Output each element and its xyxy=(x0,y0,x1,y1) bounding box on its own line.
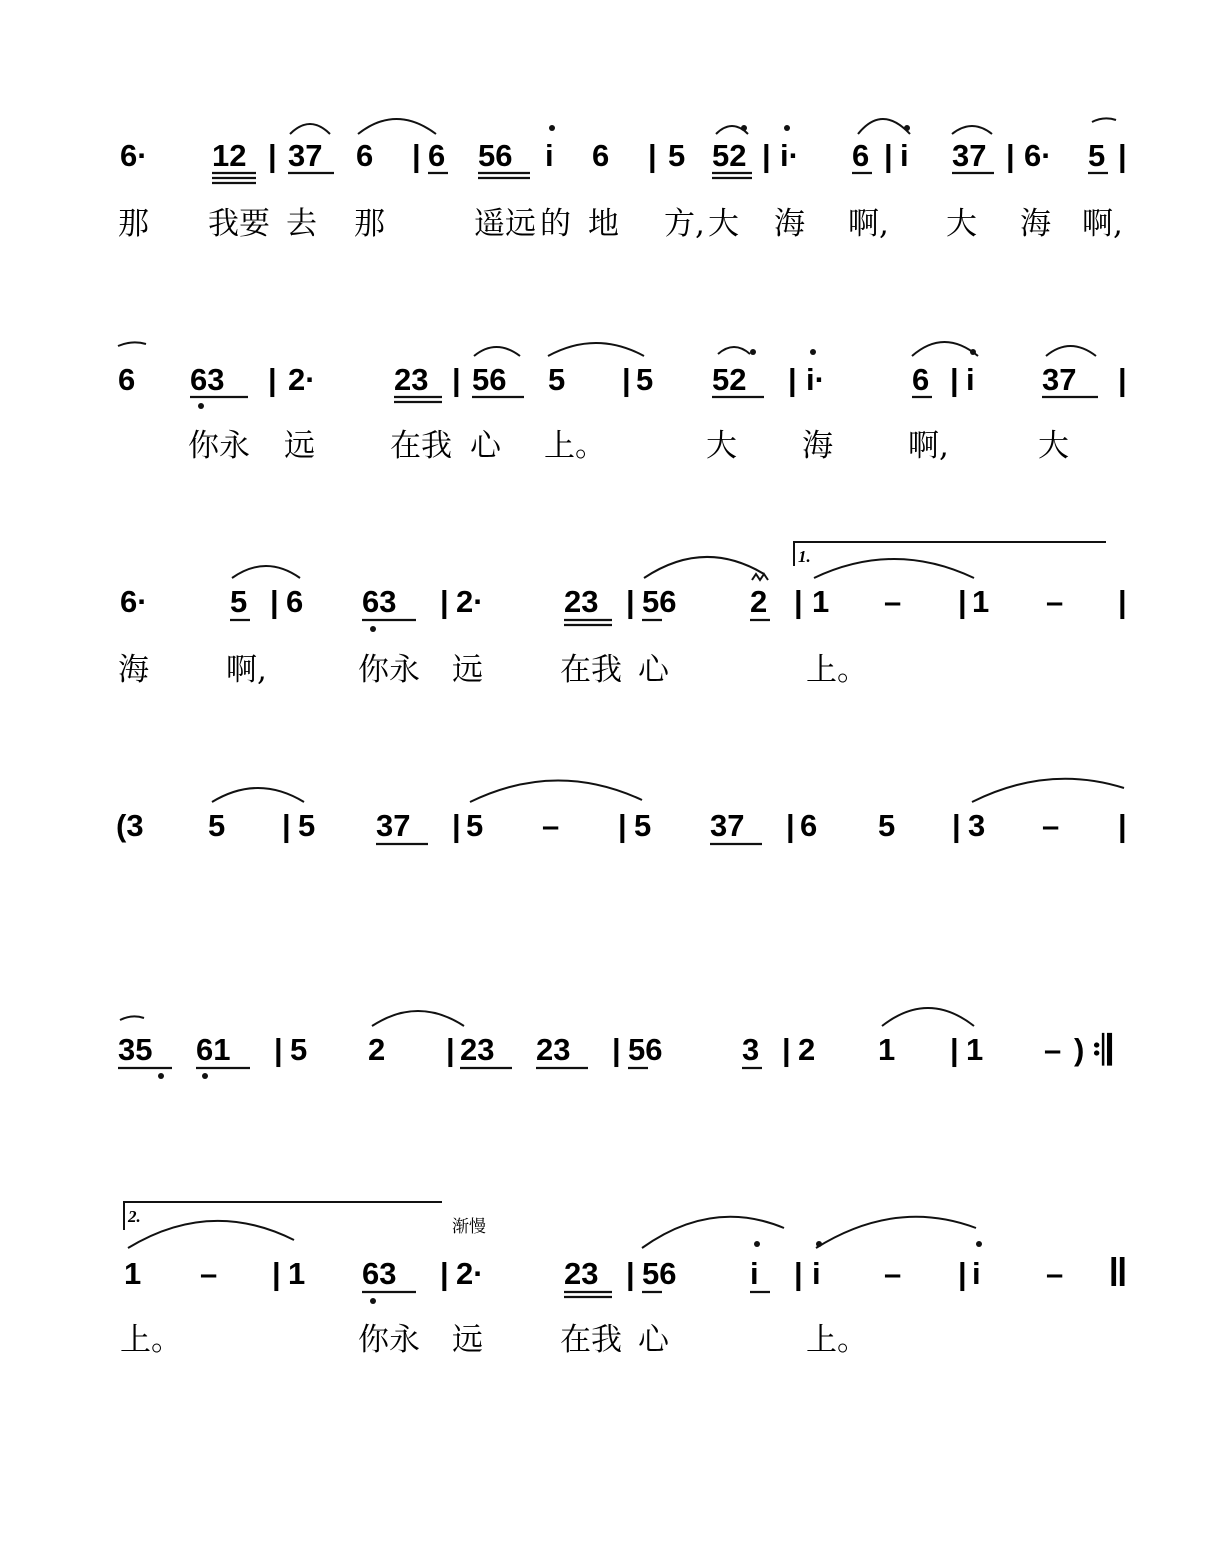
note: 5 xyxy=(668,138,686,173)
barline: | xyxy=(786,808,795,843)
note: 5 xyxy=(208,808,226,843)
lyric: 啊, xyxy=(1082,206,1123,242)
note-group: 56 xyxy=(642,584,677,619)
underline-beams xyxy=(212,173,1108,183)
system-4 xyxy=(116,779,1127,844)
underline-beams xyxy=(190,397,1098,402)
lyric: 海 xyxy=(118,652,149,688)
notes-row xyxy=(120,138,1127,173)
barline: | xyxy=(268,138,277,173)
note: 1 xyxy=(966,1032,984,1067)
volta-1 xyxy=(794,542,1106,566)
barline: | xyxy=(762,138,771,173)
note: 2· xyxy=(456,584,484,619)
note-group: 56 xyxy=(642,1256,677,1291)
volta-label: 2. xyxy=(128,1207,141,1226)
note: – xyxy=(1044,1032,1062,1067)
note: 2 xyxy=(798,1032,816,1067)
note: i· xyxy=(780,138,799,173)
barline: | xyxy=(1118,808,1127,843)
lyric: 远 xyxy=(452,1322,483,1358)
note: 6 xyxy=(428,138,446,173)
lyric: 远 xyxy=(452,652,483,688)
note: – xyxy=(1046,1256,1064,1291)
lyric: 上。 xyxy=(806,1322,868,1358)
lyric: 那 xyxy=(354,206,385,242)
notes-row xyxy=(120,584,1127,619)
note-group: 37 xyxy=(710,808,745,843)
lyrics-row xyxy=(118,652,868,688)
lyric: 海 xyxy=(1020,206,1051,242)
note: 6 xyxy=(800,808,818,843)
note: 6 xyxy=(852,138,870,173)
note: 2· xyxy=(288,362,316,397)
system-5 xyxy=(118,1008,1113,1079)
barline: | xyxy=(1118,584,1127,619)
barline: | xyxy=(272,1256,281,1291)
barline: | xyxy=(782,1032,791,1067)
lyric: 海 xyxy=(802,428,833,464)
lyric: 心 xyxy=(470,428,501,464)
lyric: 海 xyxy=(774,206,805,242)
notes-row xyxy=(118,362,1127,397)
lyric: 啊, xyxy=(908,428,949,464)
slurs xyxy=(120,1008,974,1026)
note: 1 xyxy=(878,1032,896,1067)
note: 6· xyxy=(120,138,148,173)
final-barline: ‖ xyxy=(1108,1251,1128,1295)
barline: | xyxy=(440,1256,449,1291)
note: 1 xyxy=(812,584,830,619)
lyric: 心 xyxy=(638,1322,669,1358)
note: 5 xyxy=(878,808,896,843)
note-group: 61 xyxy=(196,1032,231,1067)
note: ) xyxy=(1074,1032,1085,1067)
barline: | xyxy=(618,808,627,843)
lyric: 方, xyxy=(664,206,705,242)
lyric: 上。 xyxy=(120,1322,182,1358)
lyric: 远 xyxy=(284,428,315,464)
note: 6· xyxy=(1024,138,1052,173)
note: 2 xyxy=(368,1032,386,1067)
note: i xyxy=(966,362,975,397)
lyric: 啊, xyxy=(226,652,267,688)
lyric: 去 xyxy=(286,206,317,242)
barline: | xyxy=(282,808,291,843)
note: – xyxy=(542,808,560,843)
note-group: 37 xyxy=(1042,362,1077,397)
lyric: 在我 xyxy=(560,652,622,688)
barline: | xyxy=(446,1032,455,1067)
note: i xyxy=(545,138,554,173)
slurs xyxy=(118,342,1096,356)
note: 2· xyxy=(456,1256,484,1291)
lyric: 你永 xyxy=(358,652,420,688)
note-group: 12 xyxy=(212,138,247,173)
lyric: 在我 xyxy=(390,428,452,464)
barline: | xyxy=(412,138,421,173)
barline: | xyxy=(794,584,803,619)
note: – xyxy=(884,1256,902,1291)
note-group: 23 xyxy=(394,362,429,397)
note: 5 xyxy=(636,362,654,397)
volta-label: 1. xyxy=(798,547,811,566)
lyrics-row xyxy=(120,1322,868,1358)
barline: | xyxy=(958,584,967,619)
note: i xyxy=(750,1256,759,1291)
system-1 xyxy=(118,118,1127,242)
lyric: 大 xyxy=(1038,428,1069,464)
system-3 xyxy=(118,542,1127,688)
tempo-marking: 渐慢 xyxy=(452,1217,486,1237)
lyric: 在我 xyxy=(560,1322,622,1358)
note: 1 xyxy=(124,1256,142,1291)
note-group: 35 xyxy=(118,1032,153,1067)
system-2 xyxy=(118,342,1127,464)
note: 5 xyxy=(298,808,316,843)
lyric: 大 xyxy=(946,206,977,242)
note-group: 23 xyxy=(460,1032,495,1067)
note-group: 56 xyxy=(628,1032,663,1067)
note: 6 xyxy=(356,138,374,173)
barline: | xyxy=(794,1256,803,1291)
octave-dots xyxy=(370,626,376,632)
lyric: 上。 xyxy=(544,428,606,464)
lyric: 地 xyxy=(588,206,619,242)
note: 5 xyxy=(1088,138,1106,173)
barline: | xyxy=(626,1256,635,1291)
note-group: 23 xyxy=(564,1256,599,1291)
barline: | xyxy=(452,808,461,843)
underline-beams xyxy=(230,620,770,625)
underline-beams xyxy=(362,1292,770,1297)
note-group: 23 xyxy=(536,1032,571,1067)
note: i xyxy=(812,1256,821,1291)
note: 3 xyxy=(968,808,986,843)
barline: | xyxy=(1118,138,1127,173)
note: 5 xyxy=(548,362,566,397)
note: – xyxy=(1042,808,1060,843)
lyric: 啊, xyxy=(848,206,889,242)
notes-row xyxy=(116,808,1127,843)
lyric: 心 xyxy=(638,652,669,688)
lyric: 上。 xyxy=(806,652,868,688)
note: 5 xyxy=(290,1032,308,1067)
lyrics-row xyxy=(188,428,1069,464)
lyric: 你永 xyxy=(358,1322,420,1358)
barline: | xyxy=(274,1032,283,1067)
note: 2 xyxy=(750,584,768,619)
note: 6· xyxy=(120,584,148,619)
barline: | xyxy=(1006,138,1015,173)
note: 3 xyxy=(742,1032,760,1067)
notes-row xyxy=(124,1251,1128,1295)
lyric: 我要 xyxy=(208,206,270,242)
barline: | xyxy=(452,362,461,397)
note: (3 xyxy=(116,808,144,843)
note: 6 xyxy=(286,584,304,619)
barline: | xyxy=(268,362,277,397)
note: 1 xyxy=(288,1256,306,1291)
barline: | xyxy=(952,808,961,843)
barline: | xyxy=(270,584,279,619)
note: 6 xyxy=(592,138,610,173)
slurs xyxy=(128,1217,976,1248)
note-group: 37 xyxy=(288,138,323,173)
note: – xyxy=(1046,584,1064,619)
lyric: 你永 xyxy=(188,428,250,464)
note: i xyxy=(972,1256,981,1291)
barline: | xyxy=(612,1032,621,1067)
lyric: 那 xyxy=(118,206,149,242)
lyrics-row xyxy=(118,206,1123,242)
volta-2 xyxy=(124,1202,442,1230)
notes-row xyxy=(118,1029,1113,1073)
note-group: 63 xyxy=(362,1256,397,1291)
note: 6 xyxy=(118,362,136,397)
note-group: 37 xyxy=(952,138,987,173)
repeat-end-barline: 𝄇 xyxy=(1092,1029,1112,1073)
note: i xyxy=(900,138,909,173)
system-6 xyxy=(120,1202,1128,1358)
lyric: 遥远 xyxy=(474,206,536,242)
note-group: 56 xyxy=(472,362,507,397)
barline: | xyxy=(648,138,657,173)
barline: | xyxy=(788,362,797,397)
note: i· xyxy=(806,362,825,397)
note: – xyxy=(200,1256,218,1291)
barline: | xyxy=(884,138,893,173)
note-group: 56 xyxy=(478,138,513,173)
octave-dots xyxy=(158,1073,208,1079)
barline: | xyxy=(440,584,449,619)
barline: | xyxy=(622,362,631,397)
slurs xyxy=(212,779,1124,802)
note-group: 52 xyxy=(712,362,747,397)
lyric: 的 xyxy=(540,206,571,242)
lyric: 大 xyxy=(708,206,739,242)
note-group: 52 xyxy=(712,138,747,173)
barline: | xyxy=(1118,362,1127,397)
note: 5 xyxy=(466,808,484,843)
barline: | xyxy=(950,362,959,397)
note: 5 xyxy=(230,584,248,619)
note-group: 37 xyxy=(376,808,411,843)
ornaments xyxy=(752,574,768,580)
note: – xyxy=(884,584,902,619)
note-group: 63 xyxy=(190,362,225,397)
note: 6 xyxy=(912,362,930,397)
note: 1 xyxy=(972,584,990,619)
slurs xyxy=(232,557,974,578)
barline: | xyxy=(950,1032,959,1067)
note-group: 63 xyxy=(362,584,397,619)
lyric: 大 xyxy=(706,428,737,464)
note-group: 23 xyxy=(564,584,599,619)
barline: | xyxy=(958,1256,967,1291)
slurs xyxy=(290,118,1116,134)
note: 5 xyxy=(634,808,652,843)
barline: | xyxy=(626,584,635,619)
